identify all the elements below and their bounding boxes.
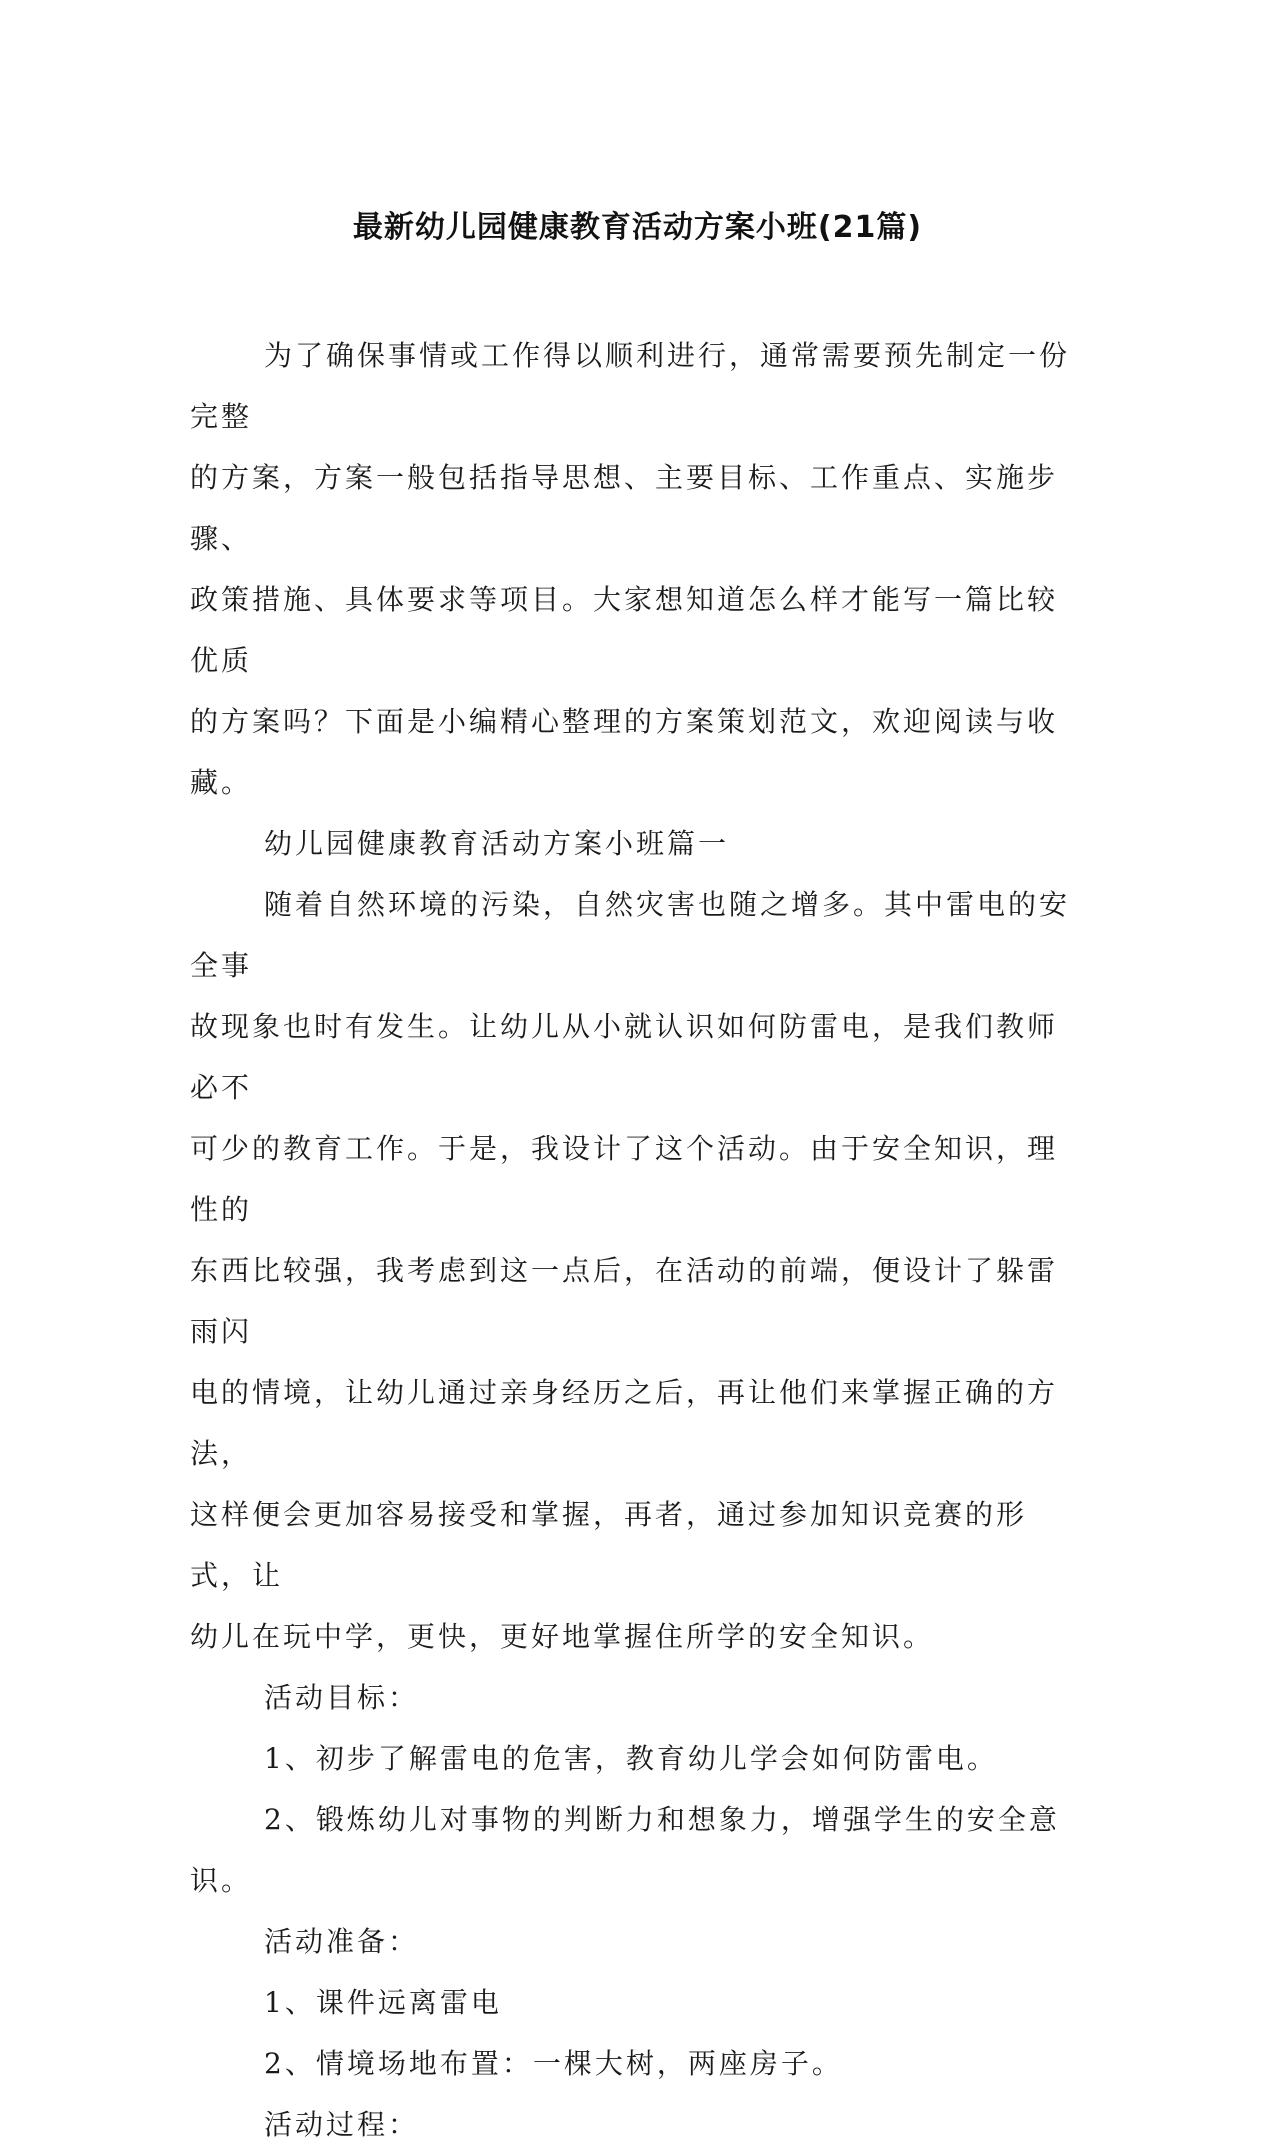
prep-heading: 活动准备： [264,1925,420,1958]
document-body [190,325,1080,2155]
intro-line: 政策措施、具体要求等项目。大家想知道怎么样才能写一篇比较优质 [190,583,1059,677]
background-line: 故现象也时有发生。让幼儿从小就认识如何防雷电，是我们教师必不 [190,1010,1059,1104]
process-heading: 活动过程： [264,2108,420,2141]
background-line: 这样便会更加容易接受和掌握，再者，通过参加知识竞赛的形式，让 [190,1498,1028,1592]
intro-line: 的方案吗？下面是小编精心整理的方案策划范文，欢迎阅读与收藏。 [190,705,1059,799]
background-line: 东西比较强，我考虑到这一点后，在活动的前端，便设计了躲雷雨闪 [190,1254,1059,1348]
intro-line: 的方案，方案一般包括指导思想、主要目标、工作重点、实施步骤、 [190,461,1059,555]
document-title: 最新幼儿园健康教育活动方案小班(21篇) [352,210,923,245]
background-line: 随着自然环境的污染，自然灾害也随之增多。其中雷电的安全事 [190,888,1071,982]
background-line: 电的情境，让幼儿通过亲身经历之后，再让他们来掌握正确的方法， [190,1376,1059,1470]
background-line: 可少的教育工作。于是，我设计了这个活动。由于安全知识，理性的 [190,1132,1059,1226]
prep-item: 2、情境场地布置：一棵大树，两座房子。 [264,2047,843,2080]
background-line: 幼儿在玩中学，更快，更好地掌握住所学的安全知识。 [190,1620,935,1653]
prep-item: 1、课件远离雷电 [264,1986,502,2019]
goal-item: 2、锻炼幼儿对事物的判断力和想象力，增强学生的安全意识。 [190,1803,1060,1897]
goals-heading: 活动目标： [264,1681,420,1714]
intro-line: 为了确保事情或工作得以顺利进行，通常需要预先制定一份完整 [190,339,1071,433]
goal-item: 1、初步了解雷电的危害，教育幼儿学会如何防雷电。 [264,1742,998,1775]
section-heading: 幼儿园健康教育活动方案小班篇一 [264,827,730,860]
